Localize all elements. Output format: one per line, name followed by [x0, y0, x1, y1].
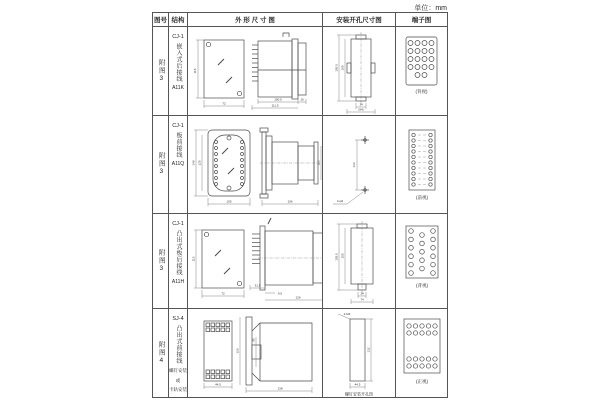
row2-install-cell — [323, 116, 396, 214]
unit-label: 单位：mm — [414, 5, 447, 12]
row1-terminal-diagram — [396, 27, 448, 116]
row3-install-b1: 14 — [360, 291, 364, 296]
row3-dim-side-2: 9.5 — [277, 291, 283, 296]
row2-code: A11Q — [171, 161, 185, 167]
header-fig-no: 图号 — [153, 13, 169, 27]
row3-dim-side-1: 31.5 — [254, 283, 261, 288]
header-install: 安装开孔尺寸图 — [323, 13, 396, 27]
row3-outline-diagram — [188, 214, 323, 309]
row3-dim-side-3: 126 — [295, 295, 301, 300]
row1-outline-cell — [188, 27, 323, 116]
row1-fig-no — [153, 27, 169, 116]
row1-install-diagram — [323, 27, 396, 116]
header-terminal: 端子图 — [396, 13, 448, 27]
row1-structure — [169, 27, 188, 116]
row3-code: A11H — [171, 278, 185, 285]
row2-terminal-diagram — [396, 116, 448, 214]
row4-dim-side-h1: 126 — [235, 348, 240, 354]
row3-structure-text: 凸出式板后接线 — [175, 230, 181, 276]
row4-note-line2: 或 — [175, 377, 181, 383]
row2-fig-no-label: 附图3 — [157, 152, 165, 177]
row1-dim-front-h: 115 — [193, 68, 197, 74]
header-structure: 结构 — [169, 13, 188, 27]
row2-dim-side-w: 156 — [287, 199, 293, 204]
row2-dim-front-w: 105 — [226, 199, 232, 204]
row1-model: CJ-1 — [172, 34, 184, 40]
row4-terminal-diagram — [396, 309, 448, 398]
dimension-table — [152, 12, 448, 398]
row4-note-line3: 卡轨安装 — [169, 387, 187, 393]
row2-dim-front-h2: 125 — [197, 160, 202, 166]
row3-terminal-cell — [396, 214, 448, 309]
row1-install-v1: 105.5 — [334, 64, 339, 72]
row4-outline-diagram — [188, 309, 323, 398]
row2-dim-side-h: 123 — [316, 160, 321, 166]
row3-terminal-view-label: (背视) — [416, 283, 428, 288]
row2-model: CJ-1 — [172, 123, 184, 129]
row4-outline-cell — [188, 309, 323, 398]
row1-install-b2: (94) — [358, 107, 364, 112]
row2-structure-text: 板前接线 — [175, 132, 181, 158]
row3-install-v1: 105.5 — [334, 253, 339, 261]
row1-code: A11K — [172, 85, 184, 91]
row4-model: SJ-4 — [172, 316, 184, 322]
row4-fig-no-label: 附图4 — [157, 340, 165, 366]
row3-dim-front-w: 72 — [221, 291, 225, 296]
row3-fig-no-label: 附图3 — [157, 248, 165, 274]
row3-fig-no — [153, 214, 169, 309]
row3-outline-cell — [188, 214, 323, 309]
row2-install-hole: 2-φ6 — [336, 199, 344, 203]
row4-note-line1: 螺钉安装 — [169, 368, 187, 373]
row4-dim-front-w: 44.5 — [215, 382, 221, 387]
row2-terminal-view-label: (前视) — [416, 195, 428, 200]
row4-install-v1: 132 — [366, 347, 371, 353]
row2-install-v1: 133 — [352, 162, 356, 168]
row4-install-diagram — [323, 309, 396, 398]
row2-terminal-cell — [396, 116, 448, 214]
row1-install-cell — [323, 27, 396, 116]
row4-fig-no — [153, 309, 169, 398]
row1-dim-side-3: 16 — [300, 97, 304, 102]
row2-install-diagram — [323, 116, 396, 214]
row1-terminal-cell — [396, 27, 448, 116]
row3-dim-front-h: 115 — [191, 256, 196, 262]
row3-model: CJ-1 — [172, 221, 184, 227]
row3-install-v2: 100 — [340, 253, 345, 259]
row1-install-v2: 100 — [340, 65, 345, 71]
row3-install-b2: 74 — [360, 297, 364, 302]
row4-install-b1: 44.5 — [354, 382, 361, 387]
row1-dim-front-w: 72 — [222, 101, 226, 106]
row2-outline-cell — [188, 116, 323, 214]
row2-dim-front-h: 149 — [191, 160, 196, 166]
row2-structure — [169, 116, 188, 214]
row4-structure — [169, 309, 188, 398]
row4-install-caption: 螺钉安装开孔图 — [345, 391, 373, 397]
row1-dim-side-1: 100.5 — [274, 97, 282, 102]
row4-install-hole: 2-M4 — [343, 312, 351, 316]
row1-install-b1: 14 — [359, 102, 363, 107]
row1-terminal-view-label: (背视) — [415, 89, 428, 94]
row4-dim-side-h2: 95 — [251, 338, 256, 342]
row4-install-cell — [323, 309, 396, 398]
header-outline: 外 形 尺 寸 图 — [188, 13, 323, 27]
row3-install-cell — [323, 214, 396, 309]
row1-outline-diagram — [188, 27, 323, 116]
row1-dim-side-2: 111.5 — [271, 103, 279, 108]
row2-fig-no — [153, 116, 169, 214]
row4-terminal-view-label: (正视) — [416, 379, 428, 384]
row4-terminal-cell — [396, 309, 448, 398]
row3-terminal-diagram — [396, 214, 448, 309]
row3-structure — [169, 214, 188, 309]
row3-install-diagram — [323, 214, 396, 309]
row1-structure-text: 嵌入式后接线 — [175, 43, 181, 82]
row4-structure-text: 凸出式前接线 — [175, 325, 181, 364]
row2-outline-diagram — [188, 116, 323, 214]
row4-dim-side-w: 138 — [277, 386, 283, 391]
row1-fig-no-label: 附图3 — [157, 58, 165, 84]
